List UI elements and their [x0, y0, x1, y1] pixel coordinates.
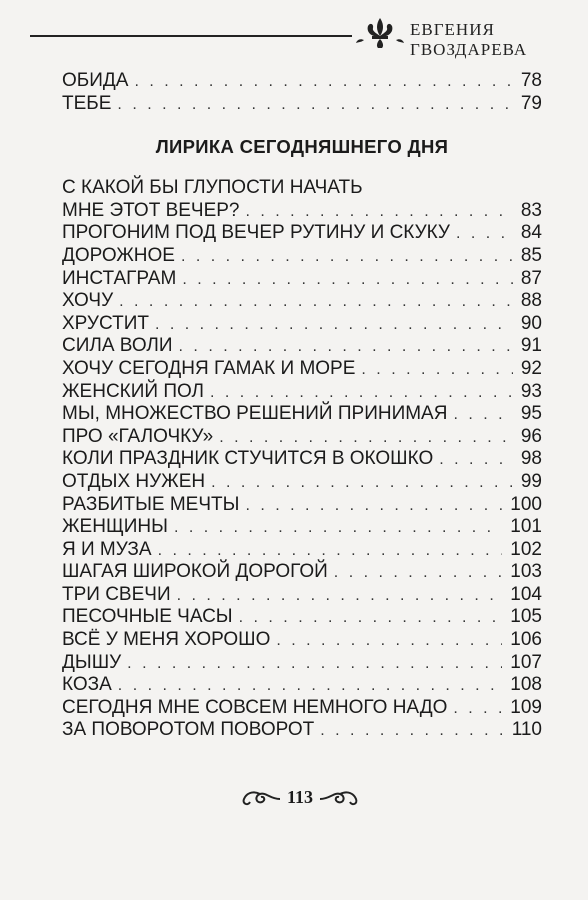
leader-dots [245, 495, 502, 518]
toc-entry-title: ОБИДА [62, 70, 129, 91]
toc-entry-page: 88 [520, 290, 542, 312]
toc-entry [62, 335, 542, 358]
leader-dots [456, 223, 513, 246]
toc-entry-page: 96 [520, 425, 542, 447]
toc-entry [62, 313, 542, 336]
leader-dots [211, 472, 513, 495]
toc-entry-title: ХРУСТИТ [62, 312, 149, 334]
toc-entry-title: ПЕСОЧНЫЕ ЧАСЫ [62, 606, 233, 628]
toc-entry-title: ШАГАЯ ШИРОКОЙ ДОРОГОЙ [62, 561, 328, 583]
toc-entry-title: ХОЧУ СЕГОДНЯ ГАМАК И МОРЕ [62, 357, 356, 379]
toc-entry-page: 104 [510, 583, 542, 605]
toc-entry-first-line [62, 177, 542, 200]
toc-entry [62, 381, 542, 404]
toc-entry-title: МНЕ ЭТОТ ВЕЧЕР? [62, 199, 240, 221]
toc-entry [62, 70, 542, 93]
fleur-de-lis-icon [354, 16, 406, 50]
toc-entry-page: 83 [520, 199, 542, 221]
leader-dots [276, 630, 502, 653]
leader-dots [127, 653, 502, 676]
leader-dots [158, 540, 503, 563]
toc-entry-page: 98 [520, 448, 542, 470]
toc-entry-page: 100 [510, 493, 542, 515]
toc-entry-page: 91 [520, 335, 542, 357]
leader-dots [174, 517, 502, 540]
toc-entry [62, 494, 542, 517]
toc-entry-page: 84 [520, 222, 542, 244]
toc-entry [62, 448, 542, 471]
toc-entry-page: 107 [510, 651, 542, 673]
toc-entry [62, 606, 542, 629]
running-header [0, 0, 588, 60]
toc-entry-page: 105 [510, 606, 542, 628]
toc-entry-title: ДЫШУ [62, 651, 122, 673]
leader-dots [453, 404, 512, 427]
toc-entry-page: 99 [520, 470, 542, 492]
toc-entry-page: 79 [520, 92, 542, 114]
author-name: ЕВГЕНИЯ ГВОЗДАРЕВА [410, 20, 528, 59]
toc-previous-entries [62, 70, 542, 115]
leader-dots [210, 382, 513, 405]
toc-entry-page: 109 [510, 696, 542, 718]
leader-dots [117, 94, 512, 117]
toc-entry-title: ТЕБЕ [62, 92, 112, 114]
leader-dots [246, 201, 513, 224]
toc-entry-title: ВСЁ У МЕНЯ ХОРОШО [62, 629, 271, 651]
toc-entry [62, 719, 542, 742]
toc-entry-page: 101 [510, 516, 542, 538]
toc-entry-page: 87 [520, 267, 542, 289]
toc-entry [62, 93, 542, 116]
toc-entry-title: Я И МУЗА [62, 538, 152, 560]
toc-entry-title: ТРИ СВЕЧИ [62, 583, 171, 605]
toc-entry-title: ХОЧУ [62, 290, 114, 312]
toc-entry [62, 697, 542, 720]
leader-dots [182, 269, 513, 292]
toc-entry-title: ПРОГОНИМ ПОД ВЕЧЕР РУТИНУ И СКУКУ [62, 222, 450, 244]
toc-entry-title: РАЗБИТЫЕ МЕЧТЫ [62, 493, 240, 515]
toc-entry-title: ИНСТАГРАМ [62, 267, 177, 289]
toc-entry [62, 516, 542, 539]
toc-entry-page: 78 [520, 70, 542, 91]
toc-entry-page: 92 [520, 357, 542, 379]
toc-entry [62, 268, 542, 291]
toc-entry-page: 102 [510, 538, 542, 560]
toc-entry [62, 245, 542, 268]
toc-entry [62, 561, 542, 584]
toc-entry [62, 358, 542, 381]
leader-dots [119, 291, 513, 314]
leader-dots [334, 562, 503, 585]
toc-entry-title: С КАКОЙ БЫ ГЛУПОСТИ НАЧАТЬ [62, 177, 363, 199]
toc-entry [62, 403, 542, 426]
leader-dots [453, 698, 502, 721]
leader-dots [118, 675, 503, 698]
leader-dots [181, 246, 513, 269]
toc-entry-page: 95 [520, 403, 542, 425]
toc-entry-title: ДОРОЖНОЕ [62, 244, 175, 266]
toc-entry [62, 629, 542, 652]
page-number: 113 [286, 787, 313, 807]
toc-entry-page: 106 [510, 629, 542, 651]
toc-entry-title: КОЗА [62, 674, 112, 696]
toc-entry [62, 471, 542, 494]
toc-entry-title: СЕГОДНЯ МНЕ СОВСЕМ НЕМНОГО НАДО [62, 696, 448, 718]
leader-dots [177, 585, 503, 608]
toc-entry-page: 110 [511, 719, 542, 741]
page-footer [0, 782, 588, 822]
toc-section-entries [62, 200, 542, 742]
toc-entry [62, 674, 542, 697]
scroll-flourish-icon [240, 788, 282, 810]
toc-entry-title: ОТДЫХ НУЖЕН [62, 470, 206, 492]
toc-entry-title: ЖЕНСКИЙ ПОЛ [62, 380, 205, 402]
toc-entry-title: ЗА ПОВОРОТОМ ПОВОРОТ [62, 719, 315, 741]
toc-entry-title: СИЛА ВОЛИ [62, 335, 173, 357]
toc-entry-page: 90 [520, 312, 542, 334]
toc-entry-title: МЫ, МНОЖЕСТВО РЕШЕНИЙ ПРИНИМАЯ [62, 403, 448, 425]
leader-dots [155, 314, 513, 337]
toc-entry-page: 93 [520, 380, 542, 402]
toc-entry [62, 290, 542, 313]
leader-dots [320, 720, 503, 743]
toc-entry-title: КОЛИ ПРАЗДНИК СТУЧИТСЯ В ОКОШКО [62, 448, 434, 470]
leader-dots [219, 427, 513, 450]
leader-dots [179, 336, 513, 359]
toc-entry-page: 103 [510, 561, 542, 583]
leader-dots [134, 71, 512, 94]
toc-entry-title: ПРО «ГАЛОЧКУ» [62, 425, 214, 447]
header-rule [30, 35, 352, 37]
leader-dots [361, 359, 512, 382]
toc-entry-title: ЖЕНЩИНЫ [62, 516, 168, 538]
toc-entry [62, 222, 542, 245]
toc-entry [62, 539, 542, 562]
toc-entry [62, 200, 542, 223]
leader-dots [239, 607, 503, 630]
toc-entry [62, 584, 542, 607]
toc-entry-page: 108 [510, 674, 542, 696]
toc-entry [62, 652, 542, 675]
scroll-flourish-icon [318, 788, 360, 810]
leader-dots [439, 449, 513, 472]
toc-entry [62, 426, 542, 449]
toc-entry-page: 85 [520, 244, 542, 266]
table-of-contents [62, 70, 542, 742]
section-title: ЛИРИКА СЕГОДНЯШНЕГО ДНЯ [155, 136, 449, 158]
